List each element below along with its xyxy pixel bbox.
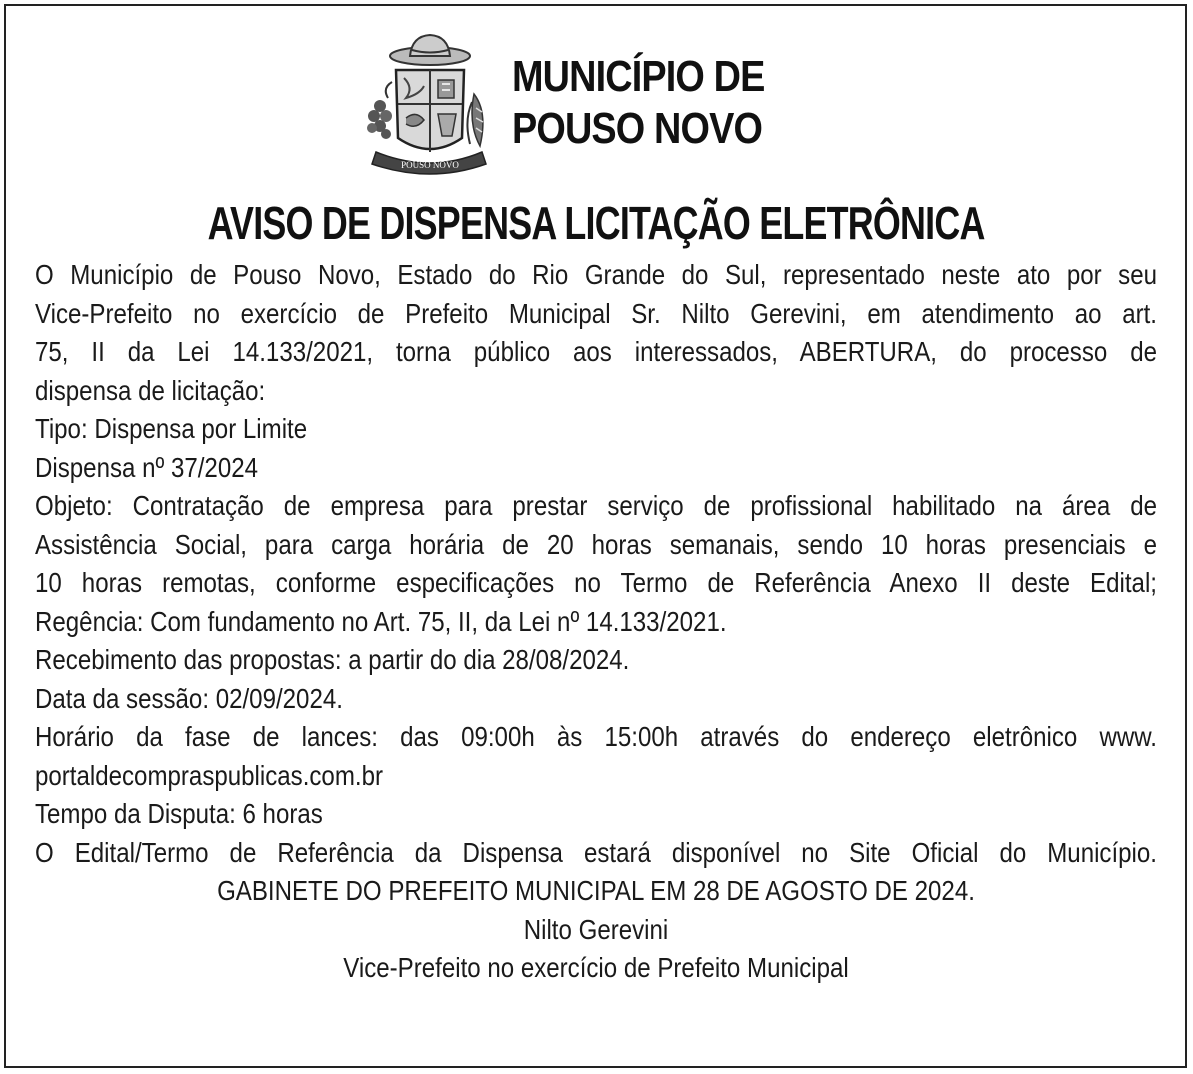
notice-title-text: AVISO DE DISPENSA LICITAÇÃO ELETRÔNICA [207, 197, 986, 249]
coat-of-arms-icon [358, 28, 498, 178]
paragraph-line: O Município de Pouso Novo, Estado do Rio Grande do Sul, representado neste ato por seu [35, 259, 1157, 290]
objeto-line: Objeto: Contratação de empresa para prestar serviço de profissional habilitado na área de [35, 490, 1157, 521]
municipality-header [358, 28, 806, 178]
paragraph-line: 75, II da Lei 14.133/2021, torna público aos interessados, ABERTURA, do processo de [35, 336, 1157, 367]
signer-role: Vice-Prefeito no exercício de Prefeito Municipal [343, 952, 849, 983]
paragraph-line: dispensa de licitação: [35, 374, 266, 406]
gabinete-line: GABINETE DO PREFEITO MUNICIPAL EM 28 DE AGOSTO DE 2024. [217, 875, 975, 906]
horario-line: portaldecompraspublicas.com.br [35, 759, 383, 791]
objeto-line: 10 horas remotas, conforme especificações no Termo de Referência Anexo II deste Edital; [35, 567, 1157, 598]
municipality-name [512, 51, 764, 155]
tipo-line: Tipo: Dispensa por Limite [35, 413, 308, 444]
paragraph-line: Vice-Prefeito no exercício de Prefeito Municipal Sr. Nilto Gerevini, em atendimento ao art. [35, 297, 1157, 329]
regencia-line: Regência: Com fundamento no Art. 75, II, da Lei nº 14.133/2021. [35, 605, 727, 637]
edital-line: O Edital/Termo de Referência da Dispensa estará disponível no Site Oficial do Município. [35, 836, 1157, 868]
notice-body [35, 256, 1157, 988]
notice-title [0, 195, 1193, 251]
tempo-disputa-line: Tempo da Disputa: 6 horas [35, 798, 323, 829]
objeto-line: Assistência Social, para carga horária de 20 horas semanais, sendo 10 horas presenciais e [35, 528, 1157, 560]
crest-ribbon-text: POUSO NOVO [401, 160, 459, 170]
municipality-name-line2: POUSO NOVO [512, 104, 763, 153]
recebimento-line: Recebimento das propostas: a partir do dia 28/08/2024. [35, 644, 630, 675]
dispensa-number-line: Dispensa nº 37/2024 [35, 451, 259, 483]
signer-name: Nilto Gerevini [523, 913, 669, 945]
horario-line: Horário da fase de lances: das 09:00h às 15:00h através do endereço eletrônico www. [35, 721, 1157, 752]
data-sessao-line: Data da sessão: 02/09/2024. [35, 682, 343, 714]
municipality-name-line1: MUNICÍPIO DE [512, 52, 765, 101]
